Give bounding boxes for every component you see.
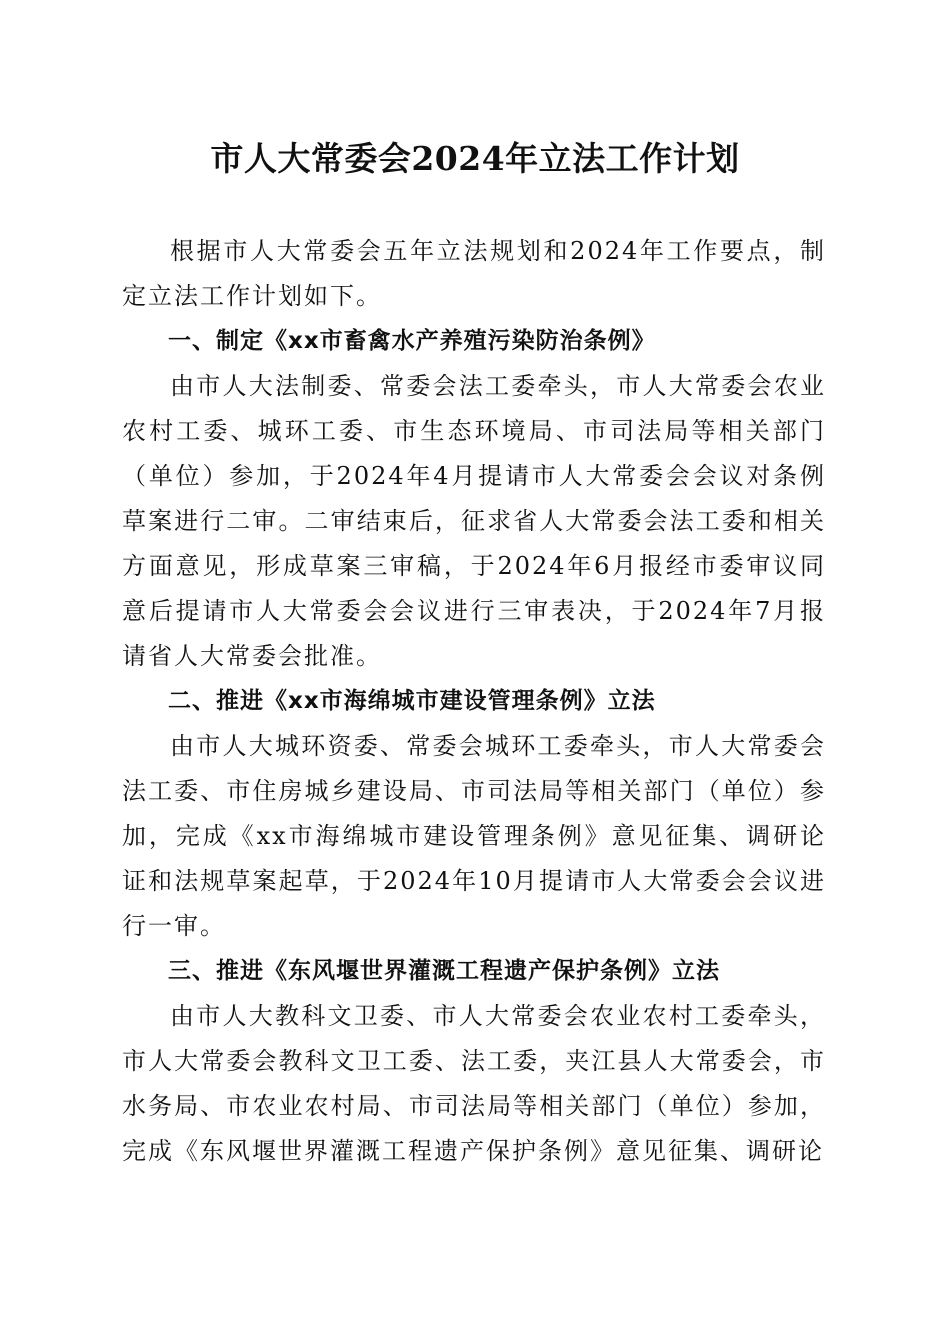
section-paragraph-1: 由市人大法制委、常委会法工委牵头，市人大常委会农业农村工委、城环工委、市生态环境局、市司法局等相关部门（单位）参加，于2024年4月提请市人大常委会会议对条例草案进行二审。二审结束后，征求省人大常委会法工委和相关方面意见，形成草案三审稿，于2024年6月报经市委审议同意后提请市人大常委会会议进行三审表决，于2024年7月报请省人大常委会批准。 [122,372,826,670]
section-heading-1: 一、制定《xx市畜禽水产养殖污染防治条例》 [168,328,656,354]
section-paragraph-2: 由市人大城环资委、常委会城环工委牵头，市人大常委会法工委、市住房城乡建设局、市司法局等相关部门（单位）参加，完成《xx市海绵城市建设管理条例》意见征集、调研论证和法规草案起草，于2024年10月提请市人大常委会会议进行一审。 [122,732,826,940]
section-paragraph-3: 由市人大教科文卫委、市人大常委会农业农村工委牵头，市人大常委会教科文卫工委、法工委，夹江县人大常委会，市水务局、市农业农村局、市司法局等相关部门（单位）参加，完成《东风堰世界灌溉工程遗产保护条例》意见征集、调研论 [122,1002,826,1165]
document-body [122,229,826,1174]
section-heading-3: 三、推进《东风堰世界灌溉工程遗产保护条例》立法 [168,958,720,984]
intro-paragraph: 根据市人大常委会五年立法规划和2024年工作要点，制定立法工作计划如下。 [122,237,826,310]
page-title: 市人大常委会2024年立法工作计划 [210,139,740,178]
section-heading-2: 二、推进《xx市海绵城市建设管理条例》立法 [168,688,656,714]
